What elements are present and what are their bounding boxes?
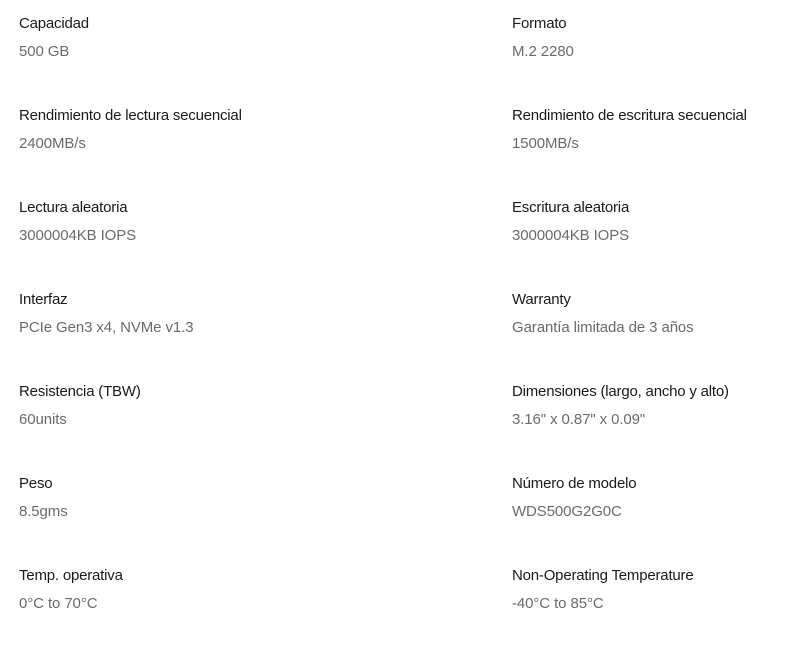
spec-value: 2400MB/s xyxy=(19,135,86,152)
spec-value: 3000004KB IOPS xyxy=(19,227,137,244)
spec-value: 60units xyxy=(19,411,67,428)
spec-label: Dimensiones (largo, ancho y alto) xyxy=(512,383,729,400)
spec-label: Non-Operating Temperature xyxy=(512,567,694,584)
spec-row xyxy=(0,462,796,554)
spec-value: WDS500G2G0C xyxy=(512,503,622,520)
spec-value: 3000004KB IOPS xyxy=(512,227,630,244)
spec-row xyxy=(0,94,796,186)
spec-label: Lectura aleatoria xyxy=(19,199,128,216)
spec-row xyxy=(0,554,796,646)
spec-label: Capacidad xyxy=(19,15,89,32)
spec-value: 3.16" x 0.87" x 0.09" xyxy=(512,411,646,428)
spec-value: Garantía limitada de 3 años xyxy=(512,319,694,336)
spec-label: Resistencia (TBW) xyxy=(19,383,141,400)
spec-label: Warranty xyxy=(512,291,571,308)
spec-value: 500 GB xyxy=(19,43,70,60)
spec-label: Interfaz xyxy=(19,291,68,308)
spec-value: PCIe Gen3 x4, NVMe v1.3 xyxy=(19,319,194,336)
spec-value: 0°C to 70°C xyxy=(19,595,98,612)
spec-row xyxy=(0,2,796,94)
spec-value: 1500MB/s xyxy=(512,135,579,152)
spec-label: Escritura aleatoria xyxy=(512,199,630,216)
spec-label: Peso xyxy=(19,475,53,492)
spec-row xyxy=(0,186,796,278)
spec-label: Temp. operativa xyxy=(19,567,123,584)
spec-label: Número de modelo xyxy=(512,475,637,492)
spec-value: 8.5gms xyxy=(19,503,68,520)
spec-label: Formato xyxy=(512,15,567,32)
spec-label: Rendimiento de lectura secuencial xyxy=(19,107,242,124)
spec-value: M.2 2280 xyxy=(512,43,574,60)
spec-value: -40°C to 85°C xyxy=(512,595,604,612)
spec-label: Rendimiento de escritura secuencial xyxy=(512,107,747,124)
spec-row xyxy=(0,370,796,462)
spec-row xyxy=(0,278,796,370)
